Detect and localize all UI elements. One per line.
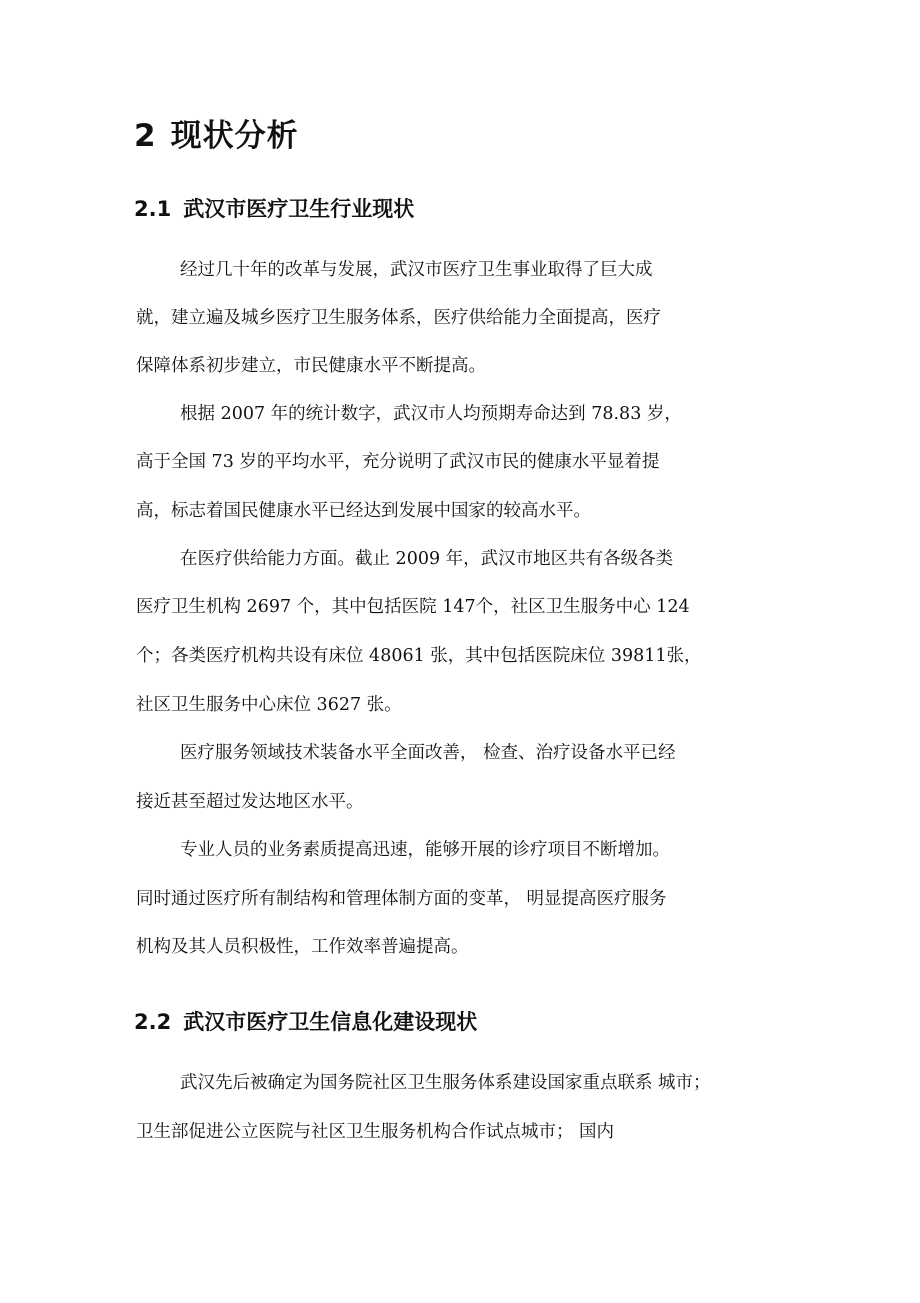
paragraph-line: 机构及其人员积极性，工作效率普遍提高。 [136,937,469,957]
paragraph-line: 专业人员的业务素质提高迅速，能够开展的诊疗项目不断增加。 [180,840,670,860]
paragraph-line: 就，建立遍及城乡医疗卫生服务体系，医疗供给能力全面提高，医疗 [136,308,661,328]
paragraph-line: 医疗卫生机构 2697 个，其中包括医院 147个，社区卫生服务中心 124 [136,597,690,617]
section-heading-2-1 [134,193,414,223]
section-title: 武汉市医疗卫生信息化建设现状 [183,1010,478,1034]
paragraph-line: 高于全国 73 岁的平均水平，充分说明了武汉市民的健康水平显着提 [136,452,660,472]
section-title: 武汉市医疗卫生行业现状 [183,197,415,221]
paragraph-line: 同时通过医疗所有制结构和管理体制方面的变革， 明显提高医疗服务 [136,889,667,909]
section-number: 2.2 [134,1010,172,1034]
chapter-heading [134,110,299,155]
paragraph-line: 高，标志着国民健康水平已经达到发展中国家的较高水平。 [136,501,591,521]
paragraph-line: 经过几十年的改革与发展，武汉市医疗卫生事业取得了巨大成 [180,260,653,280]
paragraph-line: 卫生部促进公立医院与社区卫生服务机构合作试点城市； 国内 [136,1122,615,1142]
paragraph-line: 社区卫生服务中心床位 3627 张。 [136,695,402,715]
chapter-title: 现状分析 [170,118,299,154]
paragraph-line: 武汉先后被确定为国务院社区卫生服务体系建设国家重点联系 城市； [180,1073,711,1093]
paragraph-line: 个；各类医疗机构共设有床位 48061 张，其中包括医院床位 39811张， [136,646,702,666]
chapter-number: 2 [134,118,157,154]
section-number: 2.1 [134,197,172,221]
paragraph-line: 保障体系初步建立，市民健康水平不断提高。 [136,356,486,376]
paragraph-line: 医疗服务领域技术装备水平全面改善， 检查、治疗设备水平已经 [180,743,676,763]
section-heading-2-2 [134,1006,477,1036]
paragraph-line: 接近甚至超过发达地区水平。 [136,792,364,812]
paragraph-line: 在医疗供给能力方面。截止 2009 年，武汉市地区共有各级各类 [180,549,674,569]
paragraph-line: 根据 2007 年的统计数字，武汉市人均预期寿命达到 78.83 岁， [180,404,682,424]
